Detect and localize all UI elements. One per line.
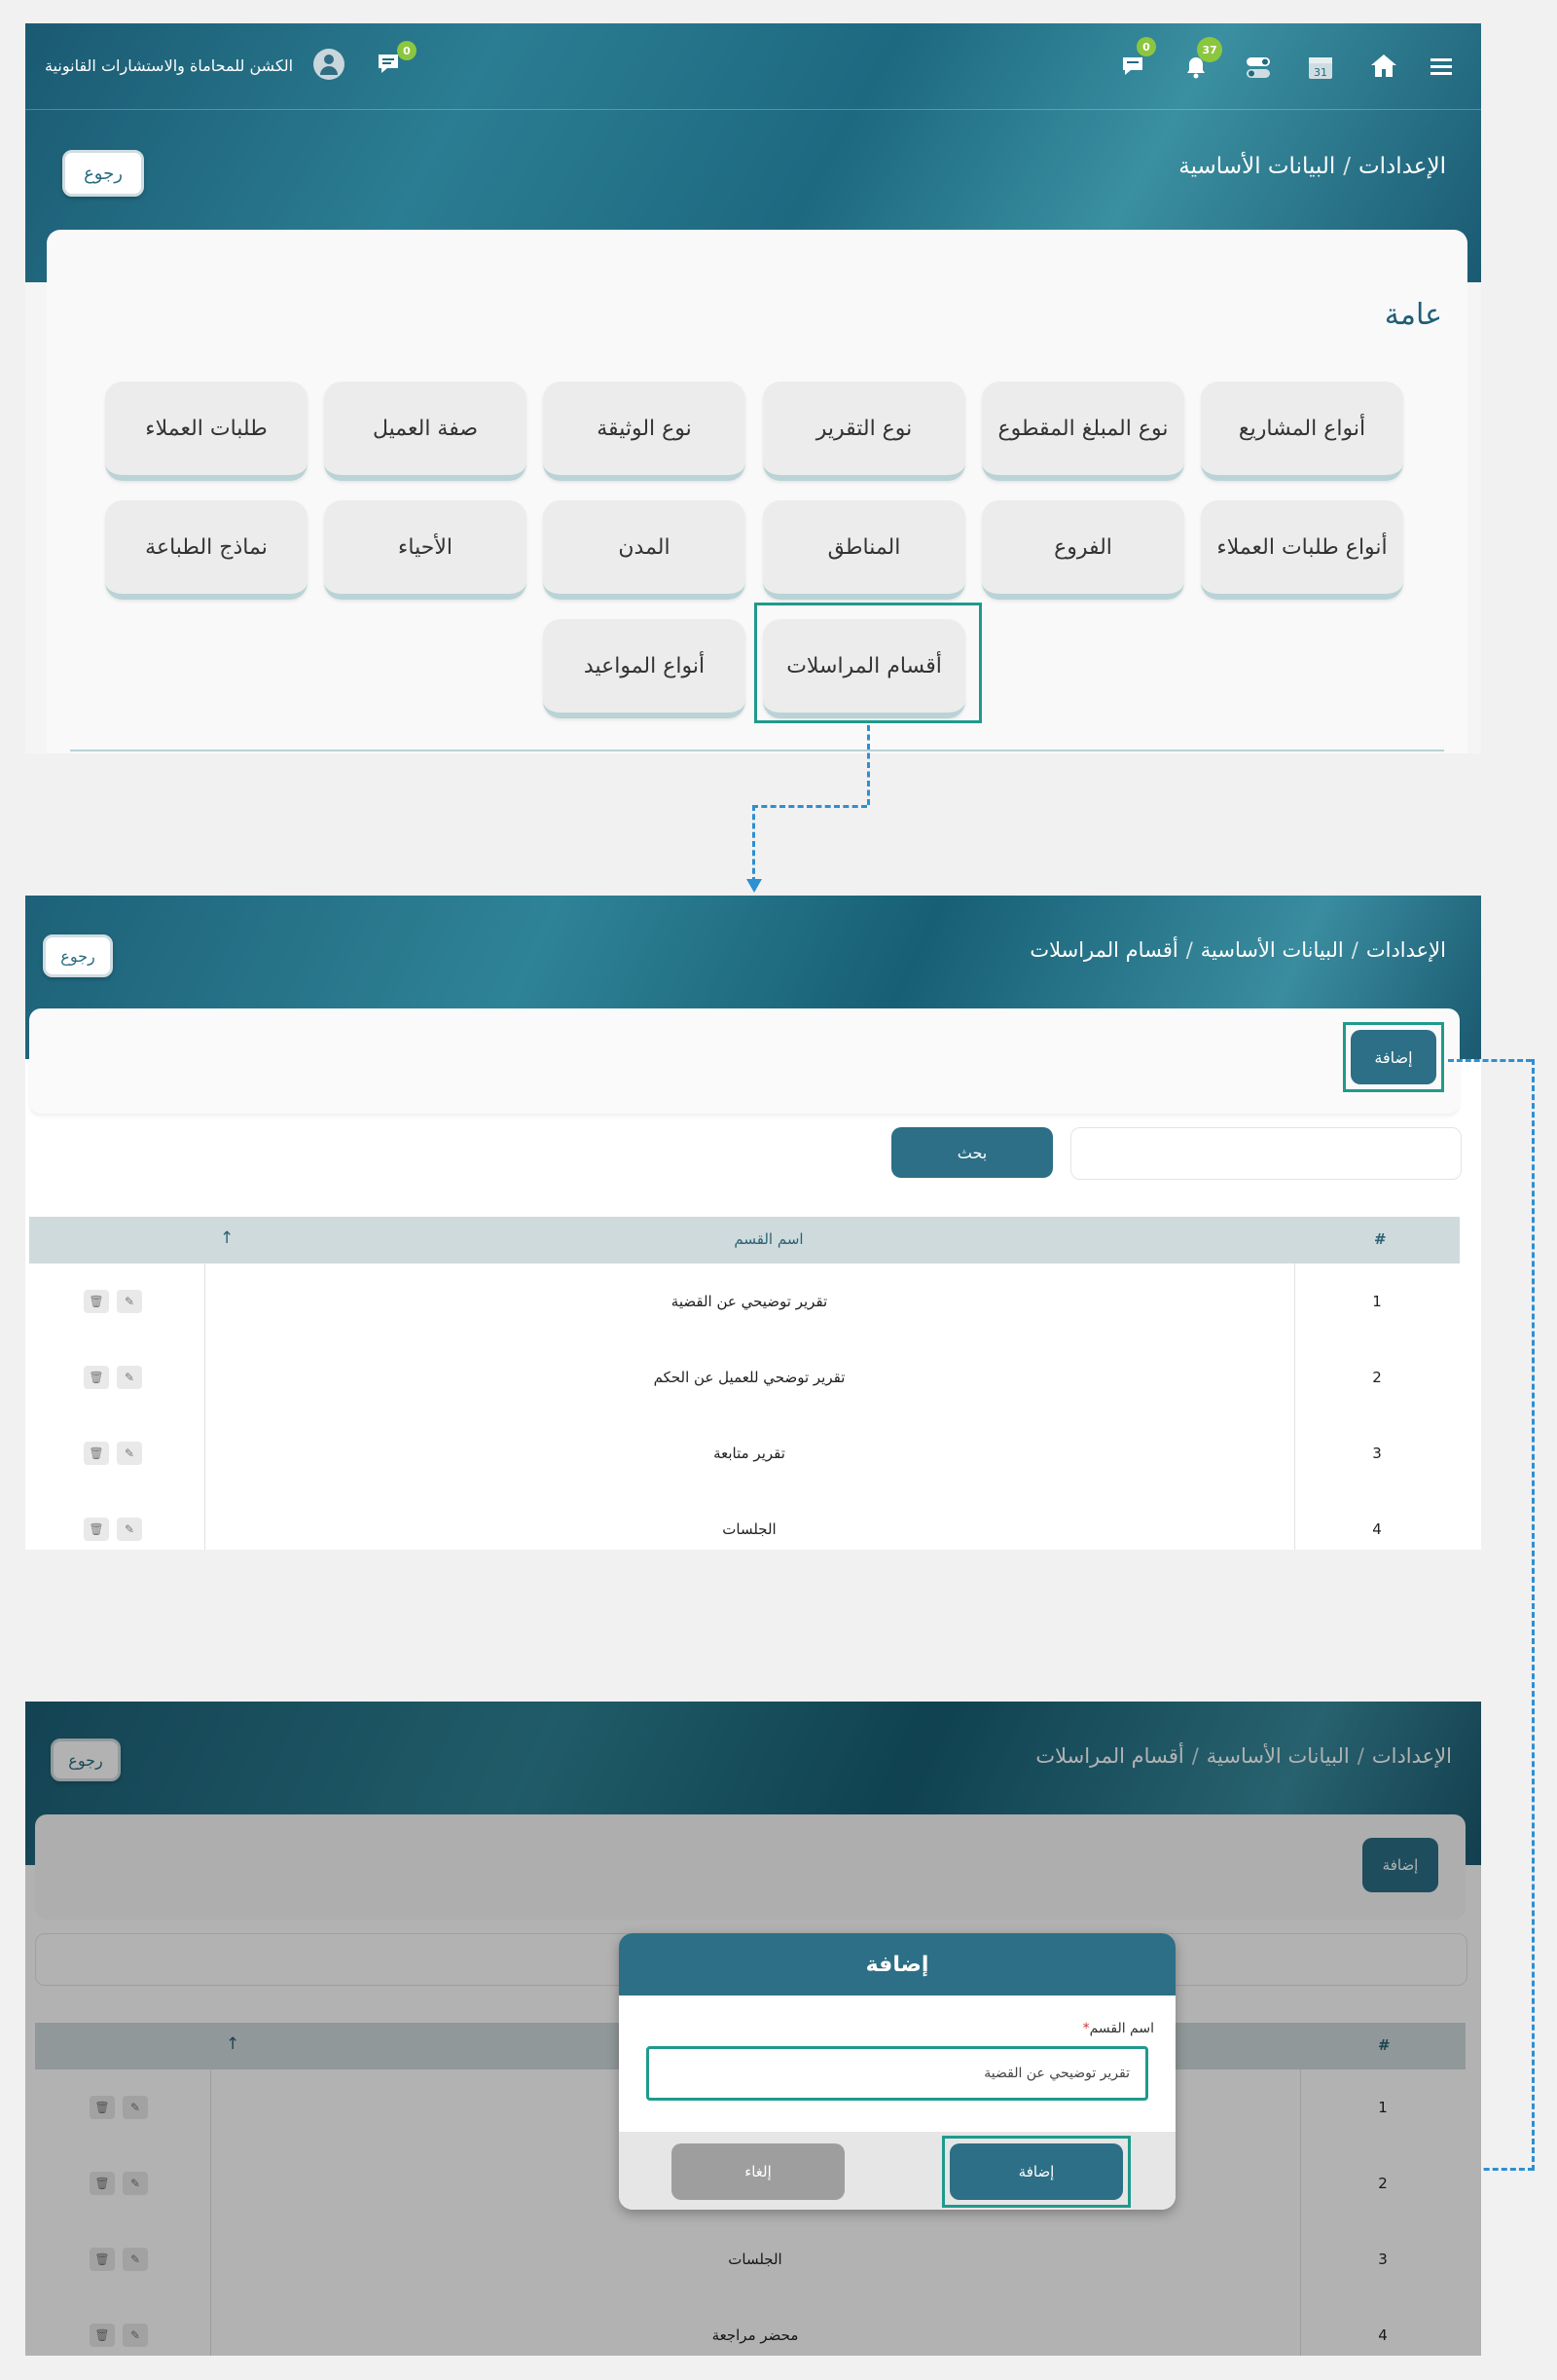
tile-client-capacity[interactable]: صفة العميل — [324, 382, 526, 481]
highlight-box — [754, 603, 982, 723]
flow-arrow — [752, 805, 755, 883]
delete-icon[interactable]: 🗑 — [84, 1290, 109, 1313]
row-index: 4 — [1378, 2326, 1388, 2344]
breadcrumb-item[interactable]: أقسام المراسلات — [1030, 938, 1178, 962]
submit-button[interactable]: إضافة — [950, 2143, 1123, 2200]
delete-icon[interactable]: 🗑 — [90, 2096, 115, 2119]
row-index: 2 — [1378, 2175, 1388, 2192]
flow-arrow — [752, 805, 867, 808]
back-button[interactable]: رجوع — [43, 934, 113, 977]
row-index: 4 — [1372, 1520, 1382, 1538]
back-button[interactable]: رجوع — [51, 1739, 121, 1781]
divider — [70, 750, 1444, 751]
row-name: تقرير توضحي للعميل عن الحكم — [653, 1369, 846, 1386]
breadcrumb-item[interactable]: الإعدادات — [1358, 154, 1446, 179]
edit-icon[interactable]: ✎ — [123, 2324, 148, 2347]
svg-text:31: 31 — [1314, 66, 1327, 79]
tile-branches[interactable]: الفروع — [982, 500, 1184, 600]
modal-header: إضافة — [619, 1933, 1176, 1996]
arrow-head-icon — [746, 879, 762, 893]
col-index-header: # — [1374, 1230, 1387, 1248]
row-name: الجلسات — [722, 1520, 777, 1538]
breadcrumb: الإعدادات/البيانات الأساسية/أقسام المراسلات — [1030, 938, 1446, 962]
table-row[interactable] — [29, 1415, 1460, 1492]
row-name: الجلسات — [728, 2251, 782, 2268]
messages-badge: 0 — [1137, 37, 1156, 56]
delete-icon[interactable]: 🗑 — [84, 1442, 109, 1465]
flow-arrow — [867, 725, 870, 805]
add-button[interactable]: إضافة — [1351, 1030, 1436, 1084]
breadcrumb-item[interactable]: البيانات الأساسية — [1206, 1744, 1350, 1768]
flow-arrow — [1532, 1059, 1535, 2171]
edit-icon[interactable]: ✎ — [117, 1518, 142, 1541]
tile-document-type[interactable]: نوع الوثيقة — [543, 382, 745, 481]
breadcrumb: الإعدادات/البيانات الأساسية/أقسام المراسلات — [1035, 1744, 1452, 1768]
search-button[interactable]: بحث — [891, 1127, 1053, 1178]
back-button[interactable]: رجوع — [62, 150, 144, 197]
delete-icon[interactable]: 🗑 — [90, 2172, 115, 2195]
row-index: 1 — [1372, 1293, 1382, 1310]
calendar-icon[interactable] — [1304, 51, 1337, 84]
row-name: تقرير توضيحي عن القضية — [670, 1293, 828, 1310]
edit-icon[interactable]: ✎ — [123, 2248, 148, 2271]
row-index: 3 — [1378, 2251, 1388, 2268]
chat-badge: 0 — [397, 41, 416, 60]
row-index: 1 — [1378, 2099, 1388, 2116]
bell-badge: 37 — [1197, 37, 1222, 62]
breadcrumb-item[interactable]: الإعدادات — [1365, 938, 1446, 962]
home-icon[interactable] — [1366, 49, 1401, 84]
row-index: 2 — [1372, 1369, 1382, 1386]
col-index-header: # — [1378, 2036, 1391, 2054]
add-button[interactable]: إضافة — [1362, 1838, 1438, 1892]
table-row[interactable] — [29, 1339, 1460, 1416]
tile-cities[interactable]: المدن — [543, 500, 745, 600]
delete-icon[interactable]: 🗑 — [90, 2248, 115, 2271]
breadcrumb-item[interactable]: أقسام المراسلات — [1035, 1744, 1184, 1768]
tile-appointment-types[interactable]: أنواع المواعيد — [543, 619, 745, 718]
toggle-icon[interactable] — [1242, 51, 1275, 84]
add-modal — [619, 1933, 1176, 2210]
tile-client-request-types[interactable]: أنواع طلبات العملاء — [1201, 500, 1403, 600]
sort-arrow-icon[interactable]: ↑ — [220, 1228, 235, 1248]
section-name-input[interactable]: تقرير توضيحي عن القضية — [646, 2046, 1148, 2101]
screen-add-modal — [25, 1702, 1481, 2356]
highlight-box — [1343, 1022, 1444, 1092]
breadcrumb-item[interactable]: البيانات الأساسية — [1178, 154, 1336, 179]
hamburger-icon[interactable] — [1425, 49, 1460, 84]
section-title: عامة — [1384, 298, 1442, 332]
edit-icon[interactable]: ✎ — [123, 2096, 148, 2119]
field-label: اسم القسم* — [1082, 2021, 1154, 2036]
breadcrumb-item[interactable]: البيانات الأساسية — [1200, 938, 1344, 962]
edit-icon[interactable]: ✎ — [117, 1442, 142, 1465]
firm-name: الكشن للمحاماة والاستشارات القانونية — [45, 56, 294, 75]
cancel-button[interactable]: إلغاء — [671, 2143, 845, 2200]
breadcrumb: الإعدادات/البيانات الأساسية — [1178, 154, 1446, 179]
tile-lump-sum-type[interactable]: نوع المبلغ المقطوع — [982, 382, 1184, 481]
edit-icon[interactable]: ✎ — [117, 1290, 142, 1313]
edit-icon[interactable]: ✎ — [117, 1366, 142, 1389]
screen-correspondence-sections — [25, 896, 1481, 1550]
sort-arrow-icon[interactable]: ↑ — [226, 2034, 240, 2054]
screen-settings-general — [25, 23, 1481, 753]
tile-print-templates[interactable]: نماذج الطباعة — [105, 500, 308, 600]
table-row[interactable] — [29, 1491, 1460, 1550]
row-index: 3 — [1372, 1445, 1382, 1462]
flow-arrow — [1448, 1059, 1532, 1062]
avatar-icon[interactable] — [313, 49, 344, 80]
col-name-header[interactable]: اسم القسم — [734, 1230, 804, 1248]
tile-regions[interactable]: المناطق — [763, 500, 965, 600]
tile-districts[interactable]: الأحياء — [324, 500, 526, 600]
search-input[interactable] — [1070, 1127, 1462, 1180]
delete-icon[interactable]: 🗑 — [84, 1518, 109, 1541]
tile-report-type[interactable]: نوع التقرير — [763, 382, 965, 481]
tile-project-types[interactable]: أنواع المشاريع — [1201, 382, 1403, 481]
tile-client-requests[interactable]: طلبات العملاء — [105, 382, 308, 481]
row-name: تقرير متابعة — [713, 1445, 785, 1462]
delete-icon[interactable]: 🗑 — [90, 2324, 115, 2347]
table-header — [29, 1217, 1460, 1263]
highlight-box — [942, 2136, 1131, 2208]
tile-correspondence-sections[interactable]: أقسام المراسلات — [763, 619, 965, 718]
breadcrumb-item[interactable]: الإعدادات — [1371, 1744, 1452, 1768]
row-name: محضر مراجعة — [711, 2326, 799, 2344]
toolbar-card — [29, 1008, 1460, 1114]
table-row[interactable] — [29, 1263, 1460, 1340]
required-mark: * — [1082, 2021, 1090, 2036]
edit-icon[interactable]: ✎ — [123, 2172, 148, 2195]
delete-icon[interactable]: 🗑 — [84, 1366, 109, 1389]
